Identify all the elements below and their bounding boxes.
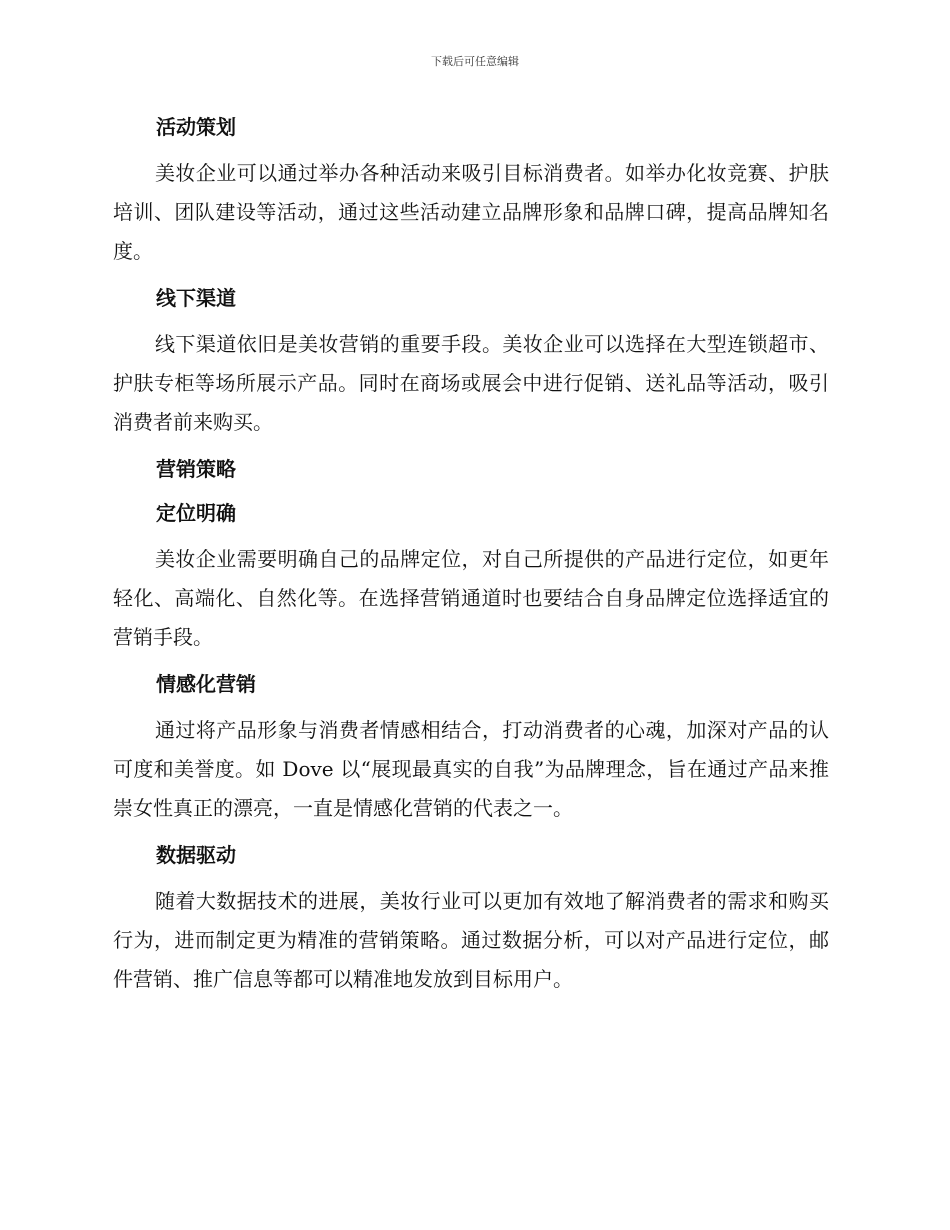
paragraph-data-driven: 随着大数据技术的进展，美妆行业可以更加有效地了解消费者的需求和购买行为，进而制定更为精准的营销策略。通过数据分析，可以对产品进行定位，邮件营销、推广信息等都可以精准地发放到目标用户。 — [113, 889, 829, 991]
section-heading-marketing-strategy: 营销策略 — [156, 457, 236, 481]
section-heading-offline-channels: 线下渠道 — [156, 286, 236, 310]
section-heading-clear-positioning: 定位明确 — [156, 501, 236, 525]
section-heading-emotional-marketing: 情感化营销 — [156, 672, 256, 696]
paragraph-clear-positioning: 美妆企业需要明确自己的品牌定位，对自己所提供的产品进行定位，如更年轻化、高端化、自然化等。在选择营销通道时也要结合自身品牌定位选择适宜的营销手段。 — [113, 547, 829, 649]
paragraph-activity-planning: 美妆企业可以通过举办各种活动来吸引目标消费者。如举办化妆竞赛、护肤培训、团队建设等活动，通过这些活动建立品牌形象和品牌口碑，提高品牌知名度。 — [113, 161, 829, 263]
section-heading-data-driven: 数据驱动 — [156, 843, 236, 867]
document-body — [113, 110, 829, 1009]
page-header: 下载后可任意编辑 — [431, 55, 519, 68]
paragraph-emotional-marketing: 通过将产品形象与消费者情感相结合，打动消费者的心魂，加深对产品的认可度和美誉度。如 Dove 以“展现最真实的自我”为品牌理念，旨在通过产品来推崇女性真正的漂亮，一直是情感化营销的代表之一。 — [113, 718, 829, 820]
paragraph-offline-channels: 线下渠道依旧是美妆营销的重要手段。美妆企业可以选择在大型连锁超市、护肤专柜等场所展示产品。同时在商场或展会中进行促销、送礼品等活动，吸引消费者前来购买。 — [113, 332, 829, 434]
section-heading-activity-planning: 活动策划 — [156, 115, 236, 139]
